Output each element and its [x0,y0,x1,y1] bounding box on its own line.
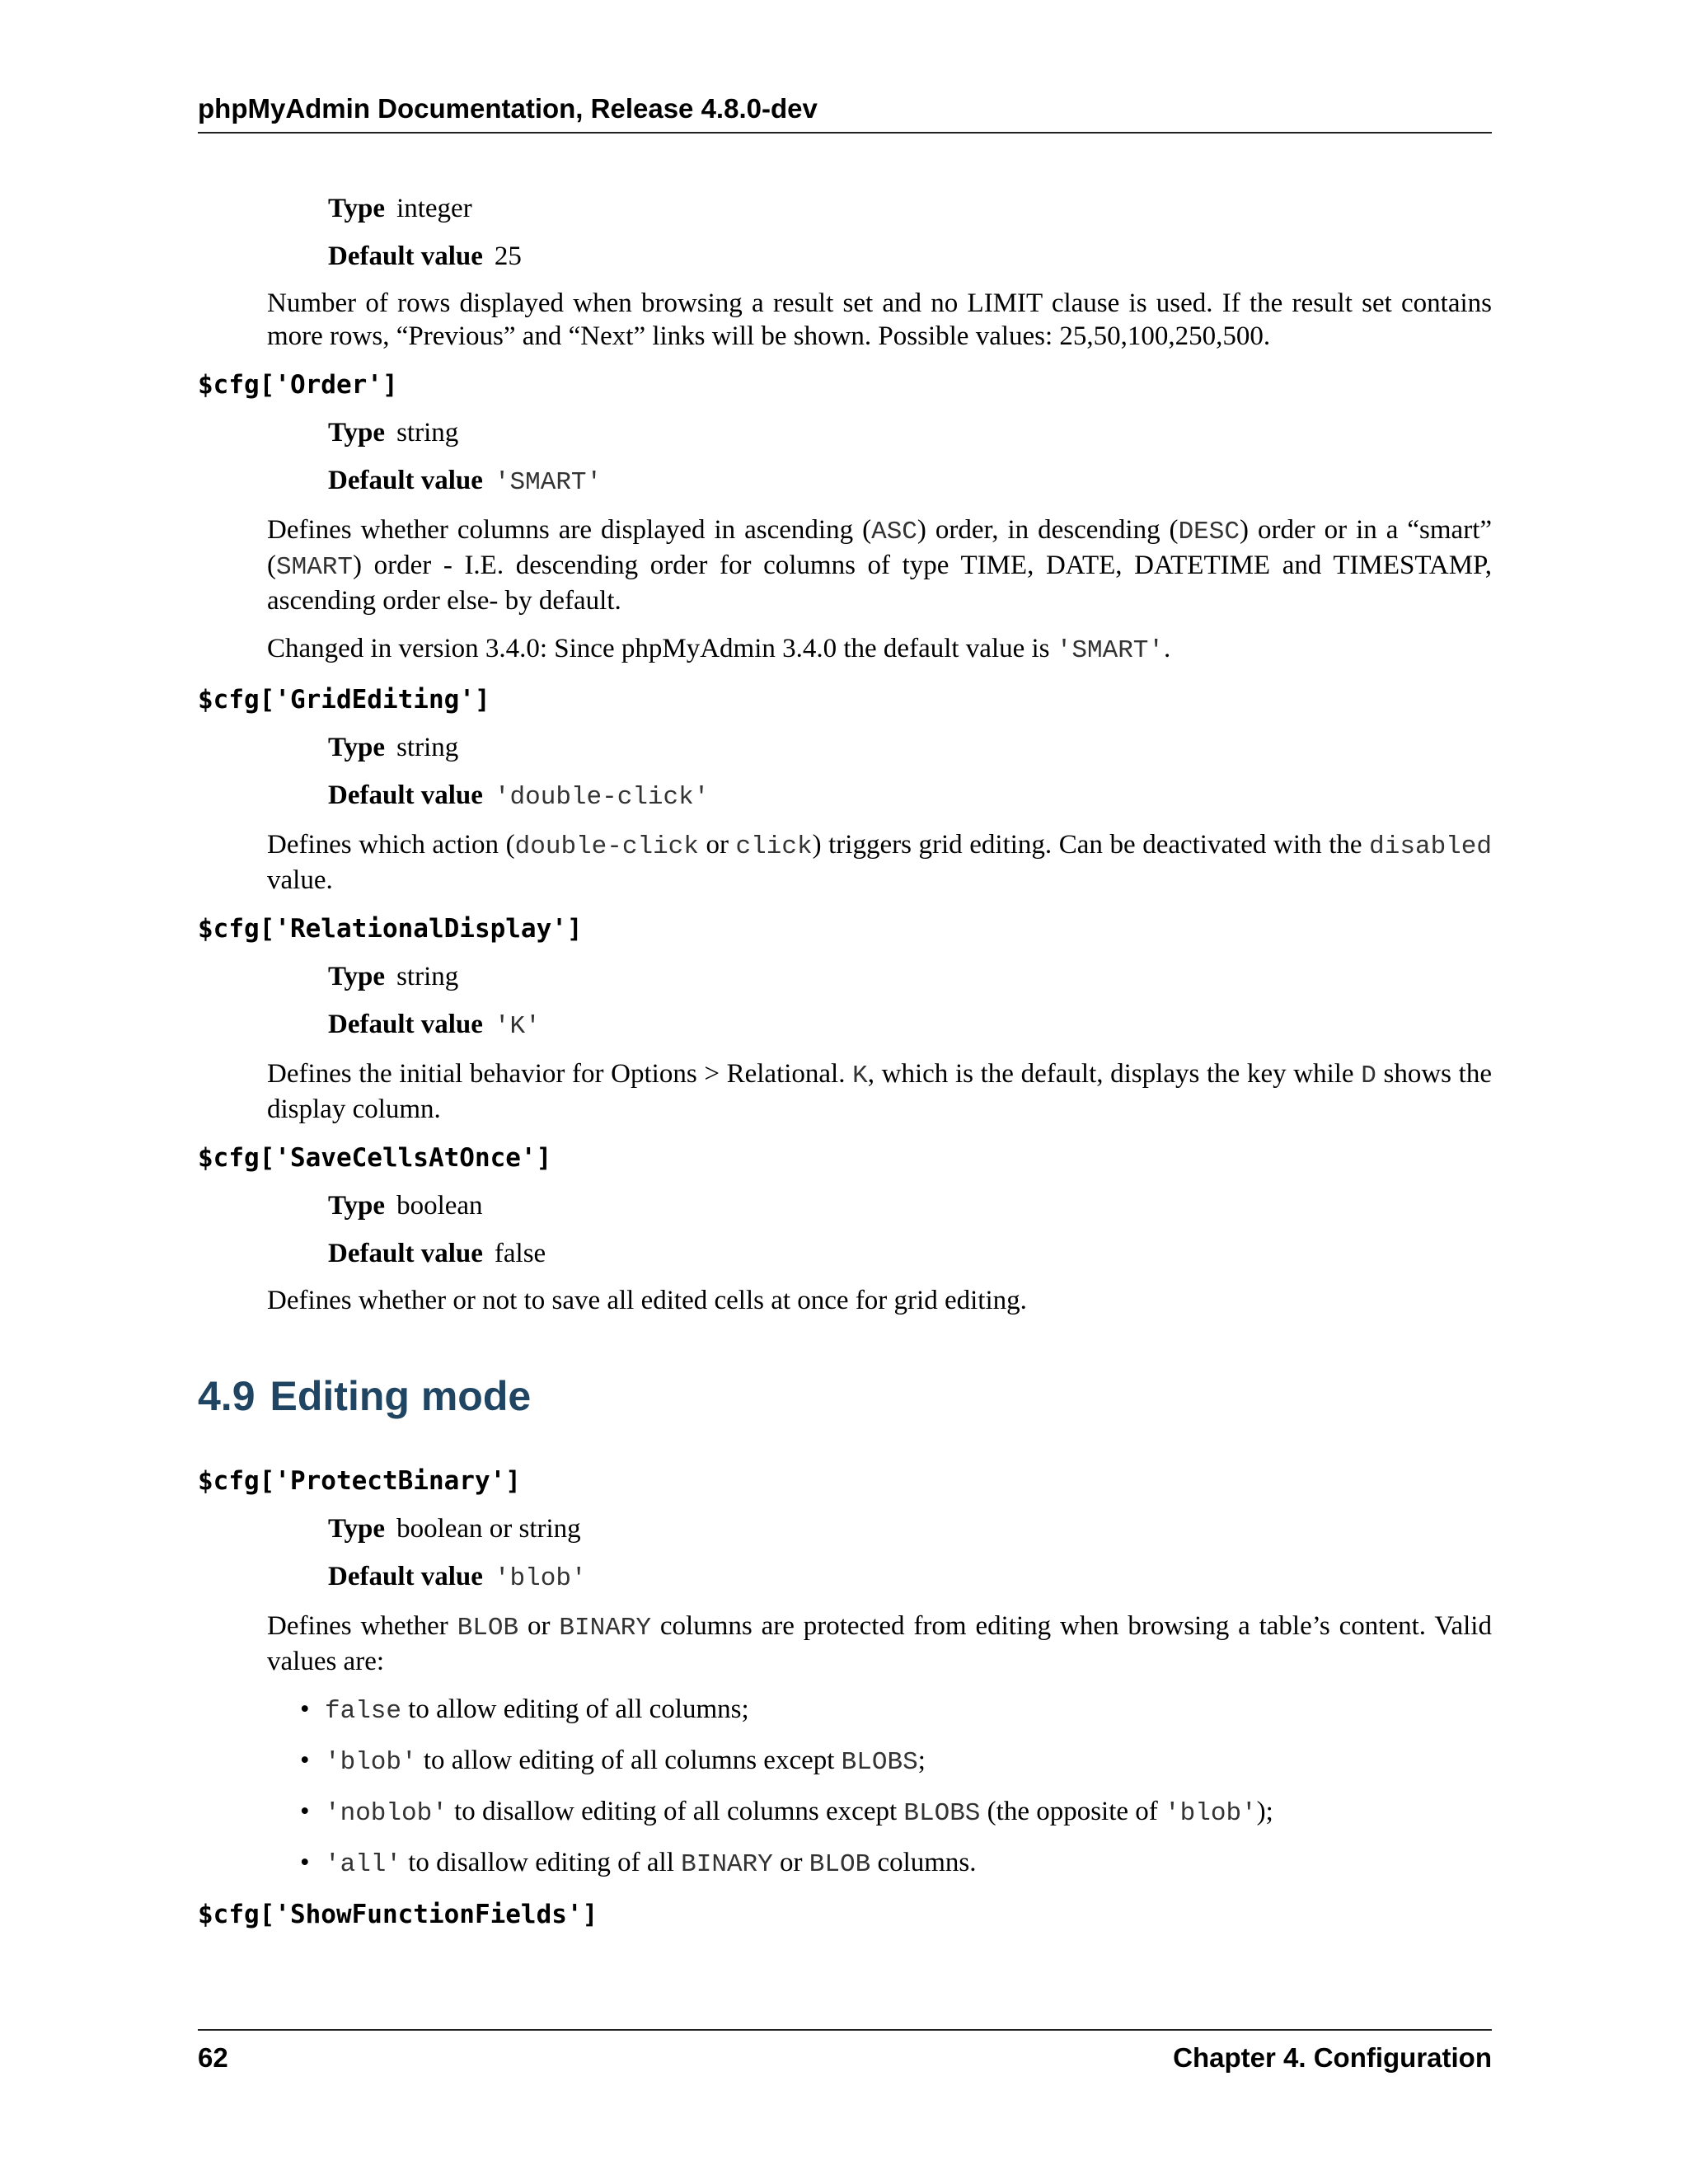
text: ; [917,1746,926,1775]
code-literal: ASC [871,518,917,546]
protect-description [267,1610,1492,1678]
code-literal: BLOB [457,1614,519,1643]
savecells-type [328,1188,1492,1223]
code-literal: D [1361,1062,1376,1090]
order-description [267,513,1492,617]
default-value: 'blob' [494,1564,587,1593]
text: ) order or in a “smart” ( [267,515,1493,580]
bullet-icon: • [300,1797,310,1826]
code-literal: 'noblob' [325,1799,448,1828]
order-type [328,415,1492,450]
section-heading [198,1371,1492,1421]
text: or [772,1848,809,1877]
config-showfunctionfields-signature: $cfg['ShowFunctionFields'] [198,1900,598,1929]
text: Changed in version 3.4.0: Since phpMyAdmin 3.4.0 the default value is [267,634,1057,663]
default-label: Default value [328,1239,483,1268]
savecells-description: Defines whether or not to save all edited cells at once for grid editing. [267,1286,1027,1315]
section-title-text: Editing mode [270,1373,532,1419]
relational-default [328,1007,1492,1044]
savecells-default [328,1236,1492,1271]
code-literal: 'all' [325,1850,402,1879]
order-default [328,463,1492,500]
text: ) triggers grid editing. Can be deactivated with the [812,830,1370,860]
protect-values-list [300,1693,1492,1882]
bullet-icon: • [300,1694,310,1724]
text: . [1164,634,1171,663]
code-literal: K [852,1062,868,1090]
type-label: Type [328,962,386,991]
default-label: Default value [328,1010,483,1039]
text: Defines the initial behavior for Options > Relational. [267,1059,853,1089]
type-label: Type [328,418,386,448]
code-literal: BINARY [681,1850,773,1879]
text: Defines whether [267,1611,457,1641]
page-content [198,191,1492,1945]
list-item [300,1744,1492,1779]
gridediting-type [328,730,1492,765]
type-value: string [396,733,459,762]
text: ); [1256,1797,1273,1826]
code-literal: false [325,1697,402,1726]
config-protectbinary-signature: $cfg['ProtectBinary'] [198,1466,521,1496]
chapter-title: Chapter 4. Configuration [1173,2042,1492,2073]
type-value: boolean or string [396,1514,581,1544]
relational-type [328,959,1492,994]
header-title: phpMyAdmin Documentation, Release 4.8.0-dev [198,93,818,124]
bullet-icon: • [300,1848,310,1877]
type-label: Type [328,1514,386,1544]
bullet-icon: • [300,1746,310,1775]
type-value: boolean [396,1191,483,1221]
code-literal: BLOBS [841,1748,918,1777]
gridediting-description [267,828,1492,897]
section-number: 4.9 [198,1373,256,1419]
text: to disallow editing of all columns except [447,1797,904,1826]
default-label: Default value [328,1562,483,1591]
type-value: string [396,962,459,991]
text: or [518,1611,560,1641]
text: columns are protected from editing when browsing a table’s content. Valid values are: [267,1611,1492,1676]
code-literal: SMART [276,553,354,582]
text: ) order, in descending ( [917,515,1179,545]
code-literal: BLOBS [903,1799,981,1828]
code-literal: double-click [514,832,699,861]
text: value. [267,865,333,895]
default-value: 'double-click' [494,783,710,812]
config-order-signature: $cfg['Order'] [198,370,398,400]
list-item [300,1846,1492,1882]
maxrows-type [328,191,1492,226]
list-item [300,1693,1492,1728]
code-literal: 'blob' [1165,1799,1257,1828]
type-value: integer [396,194,472,223]
code-literal: 'blob' [325,1748,417,1777]
text: , which is the default, displays the key while [867,1059,1362,1089]
text: shows the display column. [267,1059,1492,1124]
default-label: Default value [328,241,483,271]
text: to disallow editing of all [401,1848,682,1877]
running-header [198,92,1492,134]
text: to allow editing of all columns except [416,1746,842,1775]
config-savecellsatonce-signature: $cfg['SaveCellsAtOnce'] [198,1143,552,1173]
code-literal: BLOB [809,1850,871,1879]
list-item [300,1795,1492,1830]
code-literal: disabled [1369,832,1492,861]
code-literal: 'SMART' [1056,636,1165,665]
gridediting-default [328,778,1492,815]
default-value: 'K' [494,1012,541,1041]
document-page [198,0,1492,2184]
code-literal: BINARY [559,1614,651,1643]
type-value: string [396,418,459,448]
text: to allow editing of all columns; [401,1694,749,1724]
text: columns. [870,1848,977,1877]
running-footer [198,2029,1492,2080]
default-label: Default value [328,466,483,495]
order-changed-note [267,632,1492,668]
protect-type [328,1511,1492,1546]
type-label: Type [328,733,386,762]
maxrows-description: Number of rows displayed when browsing a result set and no LIMIT clause is used. If the result set contains more rows, “Previous” and “Next” links will be shown. Possible values: 25,50,100,250,500. [267,288,1492,351]
text: (the opposite of [980,1797,1165,1826]
config-relationaldisplay-signature: $cfg['RelationalDisplay'] [198,914,583,944]
page-number: 62 [198,2042,228,2073]
protect-default [328,1559,1492,1596]
text: or [698,830,736,860]
relational-description [267,1057,1492,1126]
code-literal: click [735,832,813,861]
default-label: Default value [328,780,483,810]
maxrows-default [328,239,1492,274]
type-label: Type [328,1191,386,1221]
code-literal: DESC [1178,518,1240,546]
default-value: 'SMART' [494,468,603,497]
default-value: 25 [494,241,522,271]
text: Defines which action ( [267,830,515,860]
config-gridediting-signature: $cfg['GridEditing'] [198,685,490,715]
type-label: Type [328,194,386,223]
default-value: false [494,1239,546,1268]
text: Defines whether columns are displayed in ascending ( [267,515,872,545]
text: ) order - I.E. descending order for columns of type TIME, DATE, DATETIME and TIMESTAMP, ascending order else- by default. [267,551,1492,616]
